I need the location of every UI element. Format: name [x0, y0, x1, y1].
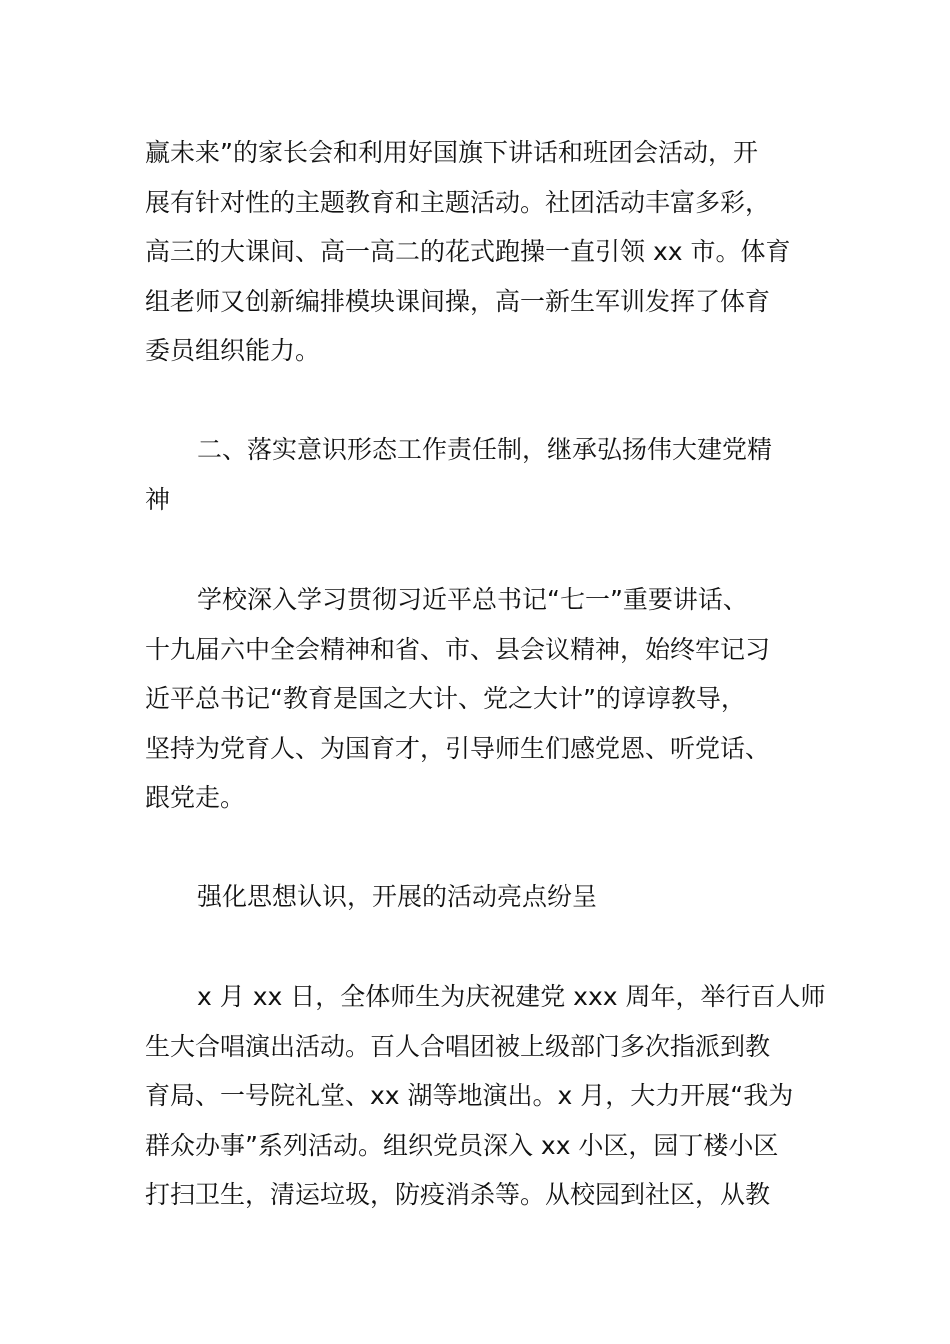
- paragraph-events: [145, 972, 826, 1220]
- paragraph-study: [145, 575, 810, 823]
- text-line: 十九届六中全会精神和省、市、县会议精神，始终牢记习: [145, 634, 771, 664]
- text-line: 生大合唱演出活动。百人合唱团被上级部门多次指派到教: [145, 1031, 771, 1061]
- text-line: 展有针对性的主题教育和主题活动。社团活动丰富多彩，: [145, 187, 771, 217]
- heading-line: 强化思想认识，开展的活动亮点纷呈: [197, 882, 598, 911]
- text-line: 学校深入学习贯彻习近平总书记“七一”重要讲话、: [197, 585, 748, 614]
- text-line: x 月 xx 日，全体师生为庆祝建党 xxx 周年，举行百人师: [197, 982, 826, 1011]
- text-line: 育局、一号院礼堂、xx 湖等地演出。x 月，大力开展“我为: [145, 1081, 794, 1110]
- text-line: 近平总书记“教育是国之大计、党之大计”的谆谆教导，: [145, 684, 746, 713]
- text-line: 群众办事”系列活动。组织党员深入 xx 小区，园丁楼小区: [145, 1130, 779, 1160]
- text-line: 赢未来”的家长会和利用好国旗下讲话和班团会活动，开: [145, 138, 758, 167]
- text-line: 委员组织能力。: [145, 336, 321, 365]
- paragraph-activities: [145, 128, 810, 376]
- text-line: 坚持为党育人、为国育才，引导师生们感党恩、听党话、: [145, 733, 771, 763]
- subheading-awareness: [145, 872, 810, 922]
- heading-line: 二、落实意识形态工作责任制，继承弘扬伟大建党精: [197, 435, 773, 464]
- heading-line: 神: [145, 484, 171, 514]
- section-heading-ideology: [145, 425, 810, 524]
- text-line: 组老师又创新编排模块课间操，高一新生军训发挥了体育: [145, 286, 771, 316]
- text-line: 跟党走。: [145, 783, 246, 812]
- text-line: 打扫卫生，清运垃圾，防疫消杀等。从校园到社区，从教: [145, 1180, 771, 1209]
- text-line: 高三的大课间、高一高二的花式跑操一直引领 xx 市。体育: [145, 237, 791, 266]
